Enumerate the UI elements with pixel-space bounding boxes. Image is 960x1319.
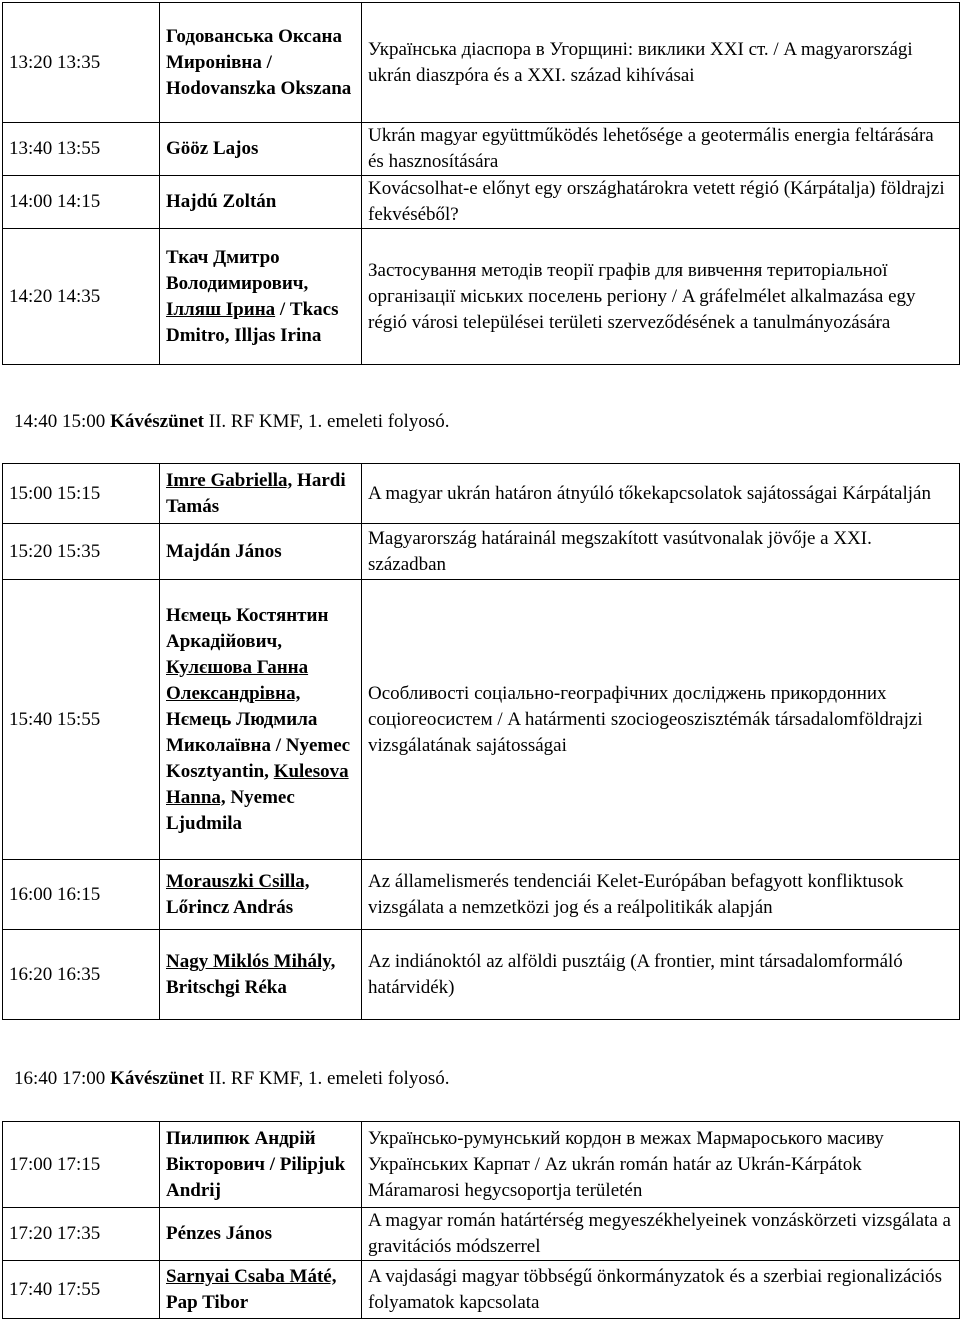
break-label: Kávészünet [110,1068,204,1089]
speaker-name: Morauszki Csilla, [166,870,310,892]
talk-title: A magyar román határtérség megyeszékhelyeinek vonzáskörzeti vizsgálata a gravitációs módszerrel [362,1208,960,1261]
session-time: 16:20 16:35 [3,930,160,1020]
session-time: 13:20 13:35 [3,3,160,123]
speaker-names [160,1261,362,1319]
speaker-names [160,930,362,1020]
schedule-row [3,1122,960,1208]
talk-title: A magyar ukrán határon átnyúló tőkekapcsolatok sajátosságai Kárpátalján [362,464,960,524]
break-time: 16:40 17:00 [14,1068,106,1089]
speaker-name: Lőrincz András [166,896,294,918]
speaker-names [160,1122,362,1208]
schedule-row [3,3,960,123]
speaker-names [160,860,362,930]
schedule-row [3,229,960,365]
speaker-name: Кулєшова Ганна Олександрівна, [166,656,309,704]
speaker-name: Nagy Miklós Mihály, [166,950,336,972]
talk-title: Az indiánoktól az alföldi pusztáig (A frontier, mint társadalomformáló határvidék) [362,930,960,1020]
break-time: 14:40 15:00 [14,411,106,432]
speaker-name: Britschgi Réka [166,976,287,998]
speaker-name: Ілляш Ірина [166,298,276,320]
schedule-row [3,1261,960,1319]
talk-title: Застосування методів теорії графів для вивчення територіальної організації міських поселень регіону / A gráfelmélet alkalmazása egy régió városi települései területi szerveződésének a tanulmányozására [362,229,960,365]
schedule-row [3,860,960,930]
schedule-row [3,1208,960,1261]
coffee-break-1 [14,409,449,435]
speaker-name: Pap Tibor [166,1291,249,1313]
session-time: 14:00 14:15 [3,176,160,229]
session-time: 17:40 17:55 [3,1261,160,1319]
speaker-name: Пилипюк Андрій Вікторович / Pilipjuk Andrij [166,1127,346,1201]
session-time: 15:40 15:55 [3,580,160,860]
break-place: II. RF KMF, 1. emeleti folyosó. [208,1068,450,1089]
speaker-name: Majdán János [166,540,282,562]
speaker-name: Kulesova Hanna, [166,760,349,808]
schedule-row [3,123,960,176]
coffee-break-2 [14,1066,449,1092]
speaker-name: Hardi Tamás [166,469,346,517]
talk-title: Ukrán magyar együttműködés lehetősége a geotermális energia feltárására és hasznosítására [362,123,960,176]
speaker-names [160,464,362,524]
break-place: II. RF KMF, 1. emeleti folyosó. [208,411,450,432]
speaker-names [160,176,362,229]
talk-title: Magyarország határainál megszakított vasútvonalak jövője a XXI. században [362,524,960,580]
speaker-names [160,580,362,860]
talk-title: Українсько-румунський кордон в межах Мармароського масиву Українських Карпат / Az ukrán román határ az Ukrán-Kárpátok Máramarosi hegycsoportja területén [362,1122,960,1208]
speaker-name: Ткач Дмитро Володимирович, [166,246,309,294]
speaker-names [160,524,362,580]
talk-title: A vajdasági magyar többségű önkormányzatok és a szerbiai regionalizációs folyamatok kapcsolata [362,1261,960,1319]
speaker-name: Nyemec Ljudmila [166,786,295,834]
schedule-table-2 [2,463,960,1020]
schedule-row [3,930,960,1020]
session-time: 17:00 17:15 [3,1122,160,1208]
talk-title: Особливості соціально-географічних досліджень прикордонних соціогеосистем / A határmenti szociogeoszisztémák társadalomföldrajzi vizsgálatának sajátosságai [362,580,960,860]
schedule-row [3,464,960,524]
break-label: Kávészünet [110,411,204,432]
session-time: 15:00 15:15 [3,464,160,524]
speaker-name: Gööz Lajos [166,138,259,159]
speaker-name: Нємець Людмила Миколаївна / Nyemec Kosztyantin, [166,708,351,782]
speaker-name: Imre Gabriella, [166,469,293,491]
speaker-name: Sarnyai Csaba Máté, [166,1265,337,1287]
schedule-row [3,524,960,580]
speaker-name: Pénzes János [166,1223,273,1244]
session-time: 16:00 16:15 [3,860,160,930]
talk-title: Kovácsolhat-e előnyt egy országhatárokra vetett régió (Kárpátalja) földrajzi fekvéséből? [362,176,960,229]
session-time: 13:40 13:55 [3,123,160,176]
schedule-table-3 [2,1121,960,1319]
speaker-name: Hajdú Zoltán [166,191,277,212]
talk-title: Az államelismerés tendenciái Kelet-Európában befagyott konfliktusok vizsgálata a nemzetközi jog és a reálpolitikák alapján [362,860,960,930]
speaker-names [160,229,362,365]
speaker-names [160,3,362,123]
speaker-names [160,123,362,176]
session-time: 17:20 17:35 [3,1208,160,1261]
session-time: 15:20 15:35 [3,524,160,580]
session-time: 14:20 14:35 [3,229,160,365]
schedule-row [3,176,960,229]
speaker-name: Нємець Костянтин Аркадійович, [166,604,329,652]
talk-title: Українська діаспора в Угорщині: виклики XXI ст. / A magyarországi ukrán diaszpóra és a XXI. század kihívásai [362,3,960,123]
speaker-names [160,1208,362,1261]
schedule-table-1 [2,2,960,365]
schedule-row [3,580,960,860]
speaker-name: / Tkacs Dmitro, Illjas Irina [166,298,339,346]
speaker-name: Годованська Оксана Миронівна / Hodovanszka Okszana [166,25,352,99]
